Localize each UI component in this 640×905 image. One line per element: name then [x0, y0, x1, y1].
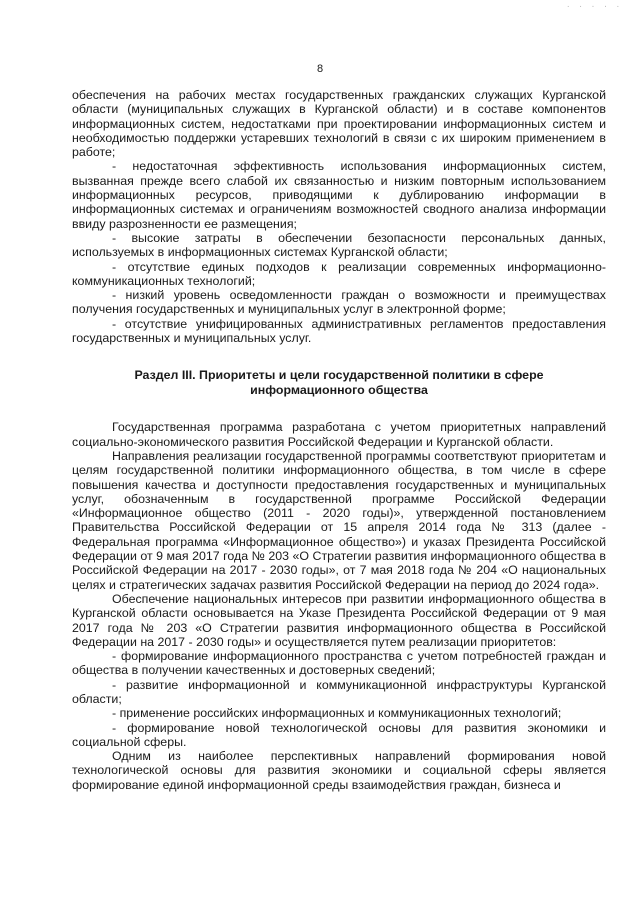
- list-item: - низкий уровень осведомленности граждан о возможности и преимуществах получения государственных и муниципальных услуг в электронной форме;: [72, 288, 606, 317]
- document-body: [72, 88, 606, 792]
- section-heading-line: информационного общества: [250, 383, 428, 398]
- list-item: - высокие затраты в обеспечении безопасности персональных данных, используемых в информационных системах Курганской области;: [72, 230, 606, 260]
- paragraph: Одним из наиболее перспективных направлений формирования новой технологической основы для развития экономики и социальной сферы является формирование единой информационной среды взаимодействия граждан, бизнеса и: [72, 749, 606, 792]
- section-heading: [72, 368, 606, 398]
- paragraph: Государственная программа разработана с учетом приоритетных направлений социально-экономического развития Российской Федерации и Курганской области.: [72, 420, 606, 449]
- list-item: - формирование информационного пространства с учетом потребностей граждан и общества в получении качественных и достоверных сведений;: [72, 649, 606, 678]
- list-item: - недостаточная эффективность использования информационных систем, вызванная прежде всего слабой их связанностью и низким повторным использованием информационных ресурсов, приводящими к дублированию информации в информационных системах и ограничениям возможностей сводного анализа информации ввиду разрозненности ее размещения;: [72, 159, 606, 231]
- list-item: - отсутствие унифицированных административных регламентов предоставления государственных и муниципальных услуг.: [72, 316, 606, 346]
- list-item: - формирование новой технологической основы для развития экономики и социальной сферы.: [72, 720, 606, 749]
- paragraph: Обеспечение национальных интересов при развитии информационного общества в Курганской области основывается на Указе Президента Российской Федерации от 9 мая 2017 года № 203 «О Стратегии развития информационного общества в Российской Федерации на 2017 - 2030 годы» и осуществляется путем реализации приоритетов:: [72, 591, 606, 649]
- list-item: - развитие информационной и коммуникационной инфраструктуры Курганской области;: [72, 677, 606, 706]
- paragraph: Направления реализации государственной программы соответствуют приоритетам и целям государственной политики информационного общества, в том числе в сфере повышения качества и доступности предоставления государственных и муниципальных услуг, обозначенным в государственной программе Российской Федерации «Информационное общество (2011 - 2020 годы)», утвержденной постановлением Правительства Российской Федерации от 15 апреля 2014 года № 313 (далее - Федеральная программа «Информационное общество») и указах Президента Российской Федерации от 9 мая 2017 года № 203 «О Стратегии развития информационного общества в Российской Федерации на 2017 - 2030 годы», от 7 мая 2018 года № 204 «О национальных целях и стратегических задачах развития Российской Федерации на период до 2024 года».: [72, 448, 606, 592]
- list-item: - применение российских информационных и коммуникационных технологий;: [112, 706, 562, 721]
- paragraph: обеспечения на рабочих местах государственных гражданских служащих Курганской области (муниципальных служащих в Курганской области) и в составе компонентов информационных систем, недостатками при проектировании информационных систем и необходимостью поддержки устаревших технологий в связи с их широким применением в работе;: [72, 88, 606, 160]
- section-heading-line: Раздел III. Приоритеты и цели государственной политики в сфере: [134, 368, 544, 383]
- list-item: - отсутствие единых подходов к реализации современных информационно-коммуникационных технологий;: [72, 259, 606, 288]
- corner-mark: · · · · ·: [566, 3, 622, 11]
- page-number: 8: [316, 63, 324, 75]
